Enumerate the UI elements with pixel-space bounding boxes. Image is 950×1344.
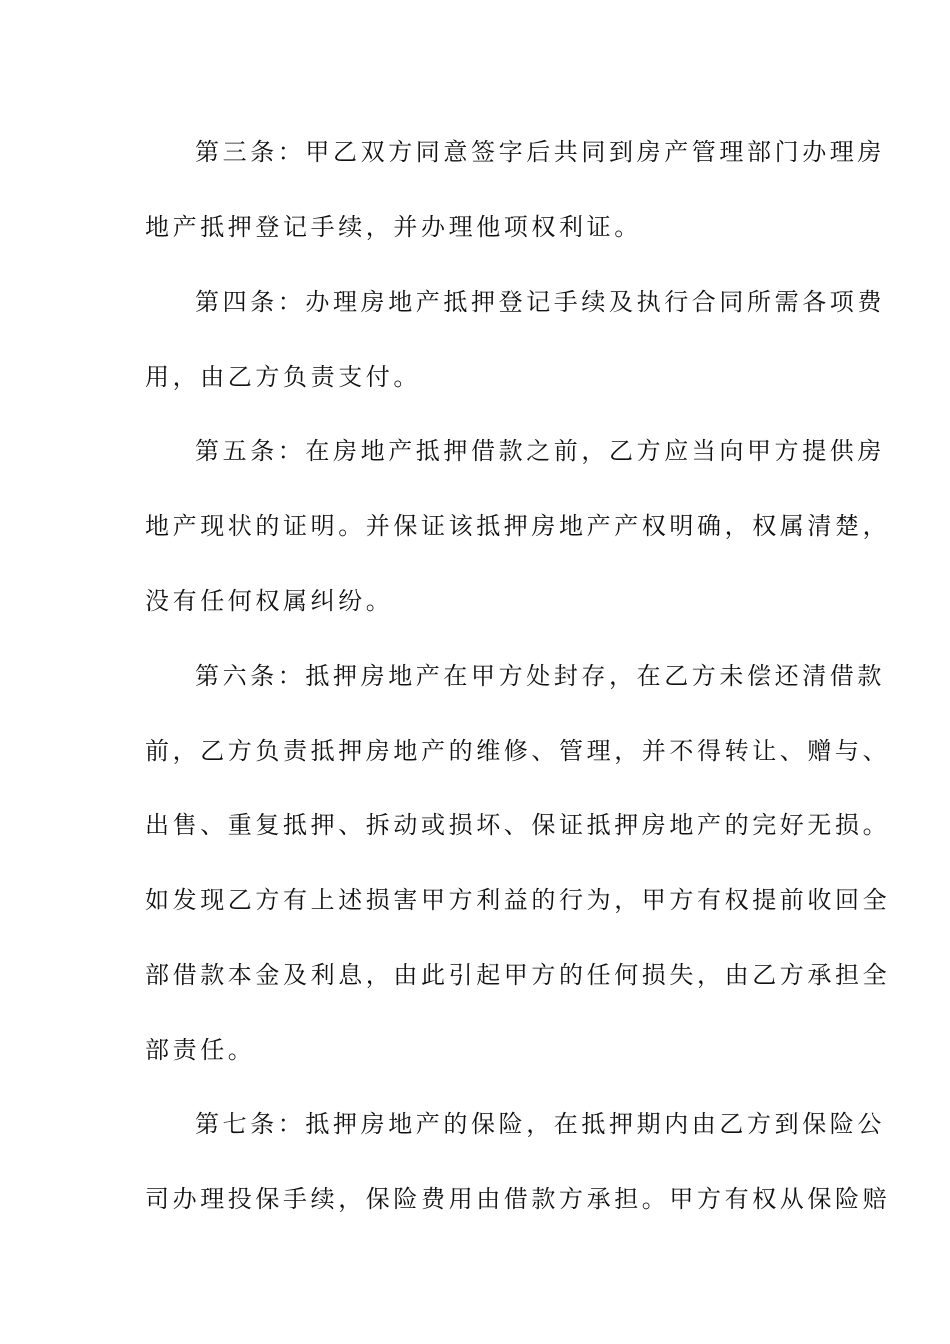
article-5-line-1: 第五条：在房地产抵押借款之前，乙方应当向甲方提供房 xyxy=(195,437,885,465)
article-7-line-2: 司办理投保手续，保险费用由借款方承担。甲方有权从保险赔 xyxy=(145,1185,891,1213)
article-6-line-3: 出售、重复抵押、拆动或损坏、保证抵押房地产的完好无损。 xyxy=(145,811,891,839)
article-3-line-1: 第三条：甲乙双方同意签字后共同到房产管理部门办理房 xyxy=(195,138,885,166)
article-5-line-3: 没有任何权属纠纷。 xyxy=(145,587,394,615)
article-7-line-1: 第七条：抵押房地产的保险，在抵押期内由乙方到保险公 xyxy=(195,1110,885,1138)
article-6-line-4: 如发现乙方有上述损害甲方利益的行为，甲方有权提前收回全 xyxy=(145,886,891,914)
article-6-line-2: 前，乙方负责抵押房地产的维修、管理，并不得转让、赠与、 xyxy=(145,737,891,765)
article-3-line-2: 地产抵押登记手续，并办理他项权利证。 xyxy=(145,213,642,241)
article-6-line-1: 第六条：抵押房地产在甲方处封存，在乙方未偿还清借款 xyxy=(195,662,885,690)
article-6-line-5: 部借款本金及利息，由此引起甲方的任何损失，由乙方承担全 xyxy=(145,961,891,989)
article-4-line-2: 用，由乙方负责支付。 xyxy=(145,363,421,391)
article-5-line-2: 地产现状的证明。并保证该抵押房地产产权明确，权属清楚， xyxy=(145,512,891,540)
article-4-line-1: 第四条：办理房地产抵押登记手续及执行合同所需各项费 xyxy=(195,288,885,316)
article-6-line-6: 部责任。 xyxy=(145,1036,256,1064)
